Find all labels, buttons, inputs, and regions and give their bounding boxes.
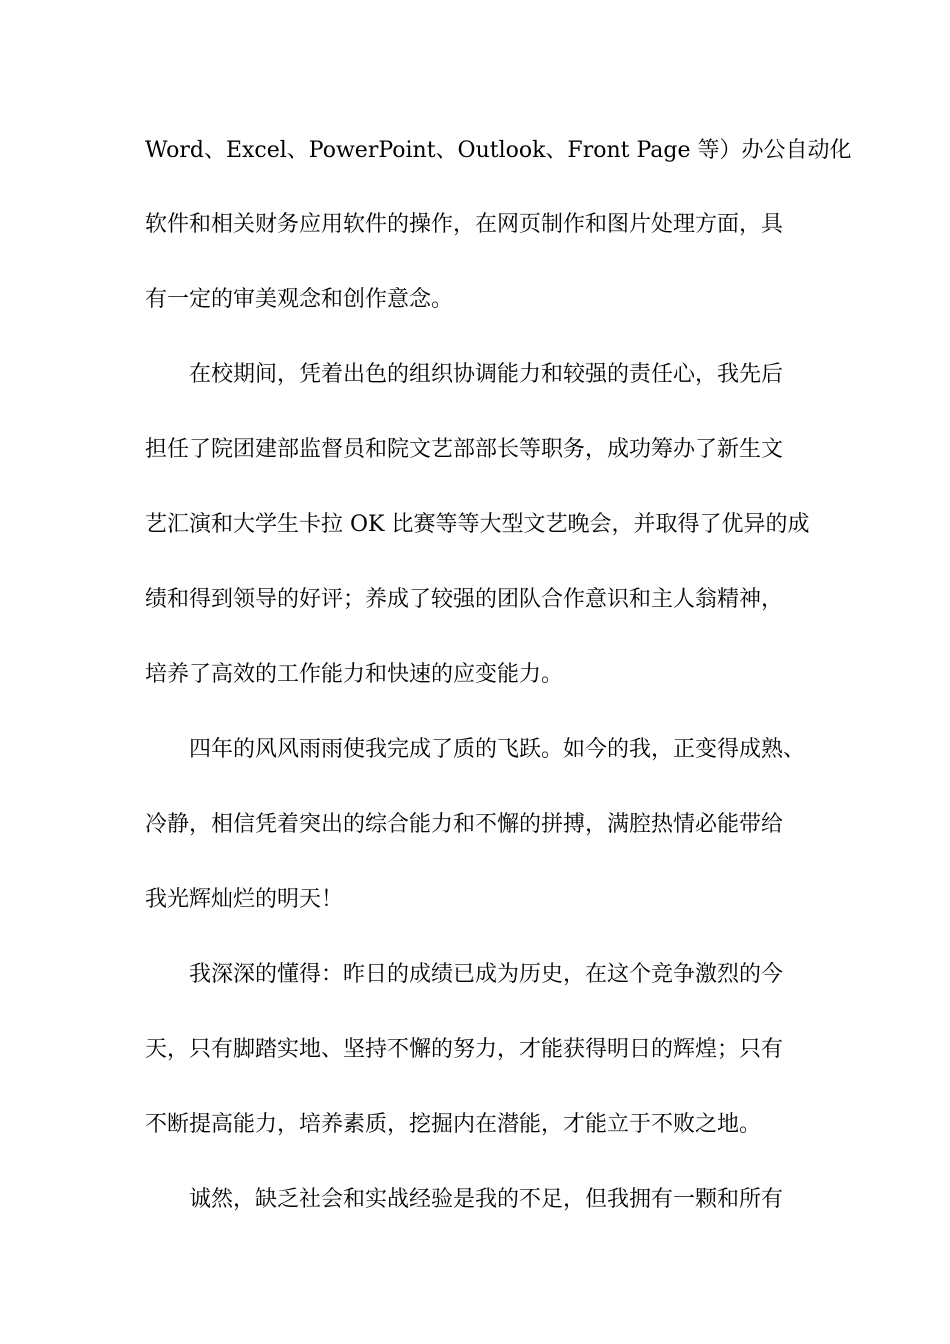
text-line-7: 绩和得到领导的好评；养成了较强的团队合作意识和主人翁精神，: [145, 587, 784, 612]
paragraph-start-line: 四年的风风雨雨使我完成了质的飞跃。如今的我，正变得成熟、: [189, 737, 806, 762]
text-line-13: 天，只有脚踏实地、坚持不懈的努力，才能获得明日的辉煌；只有: [145, 1037, 784, 1062]
paragraph-start-line: 我深深的懂得：昨日的成绩已成为历史，在这个竞争激烈的今: [189, 962, 784, 987]
text-line-14: 不断提高能力，培养素质，挖掘内在潜能，才能立于不败之地。: [145, 1112, 762, 1137]
text-line-1: Word、Excel、PowerPoint、Outlook、Front Page 等）办公自动化: [145, 138, 852, 163]
text-line-11: 我光辉灿烂的明天！: [145, 887, 344, 912]
text-line-6: 艺汇演和大学生卡拉 OK 比赛等等大型文艺晚会，并取得了优异的成: [145, 512, 810, 537]
text-line-5: 担任了院团建部监督员和院文艺部部长等职务，成功筹办了新生文: [145, 437, 784, 462]
paragraph-start-line: 诚然，缺乏社会和实战经验是我的不足，但我拥有一颗和所有: [189, 1187, 784, 1212]
paragraph-start-line: 在校期间，凭着出色的组织协调能力和较强的责任心，我先后: [189, 362, 784, 387]
text-line-8: 培养了高效的工作能力和快速的应变能力。: [145, 662, 564, 687]
text-line-3: 有一定的审美观念和创作意念。: [145, 287, 454, 312]
text-line-2: 软件和相关财务应用软件的操作，在网页制作和图片处理方面，具: [145, 212, 784, 237]
text-line-10: 冷静，相信凭着突出的综合能力和不懈的拼搏，满腔热情必能带给: [145, 812, 784, 837]
